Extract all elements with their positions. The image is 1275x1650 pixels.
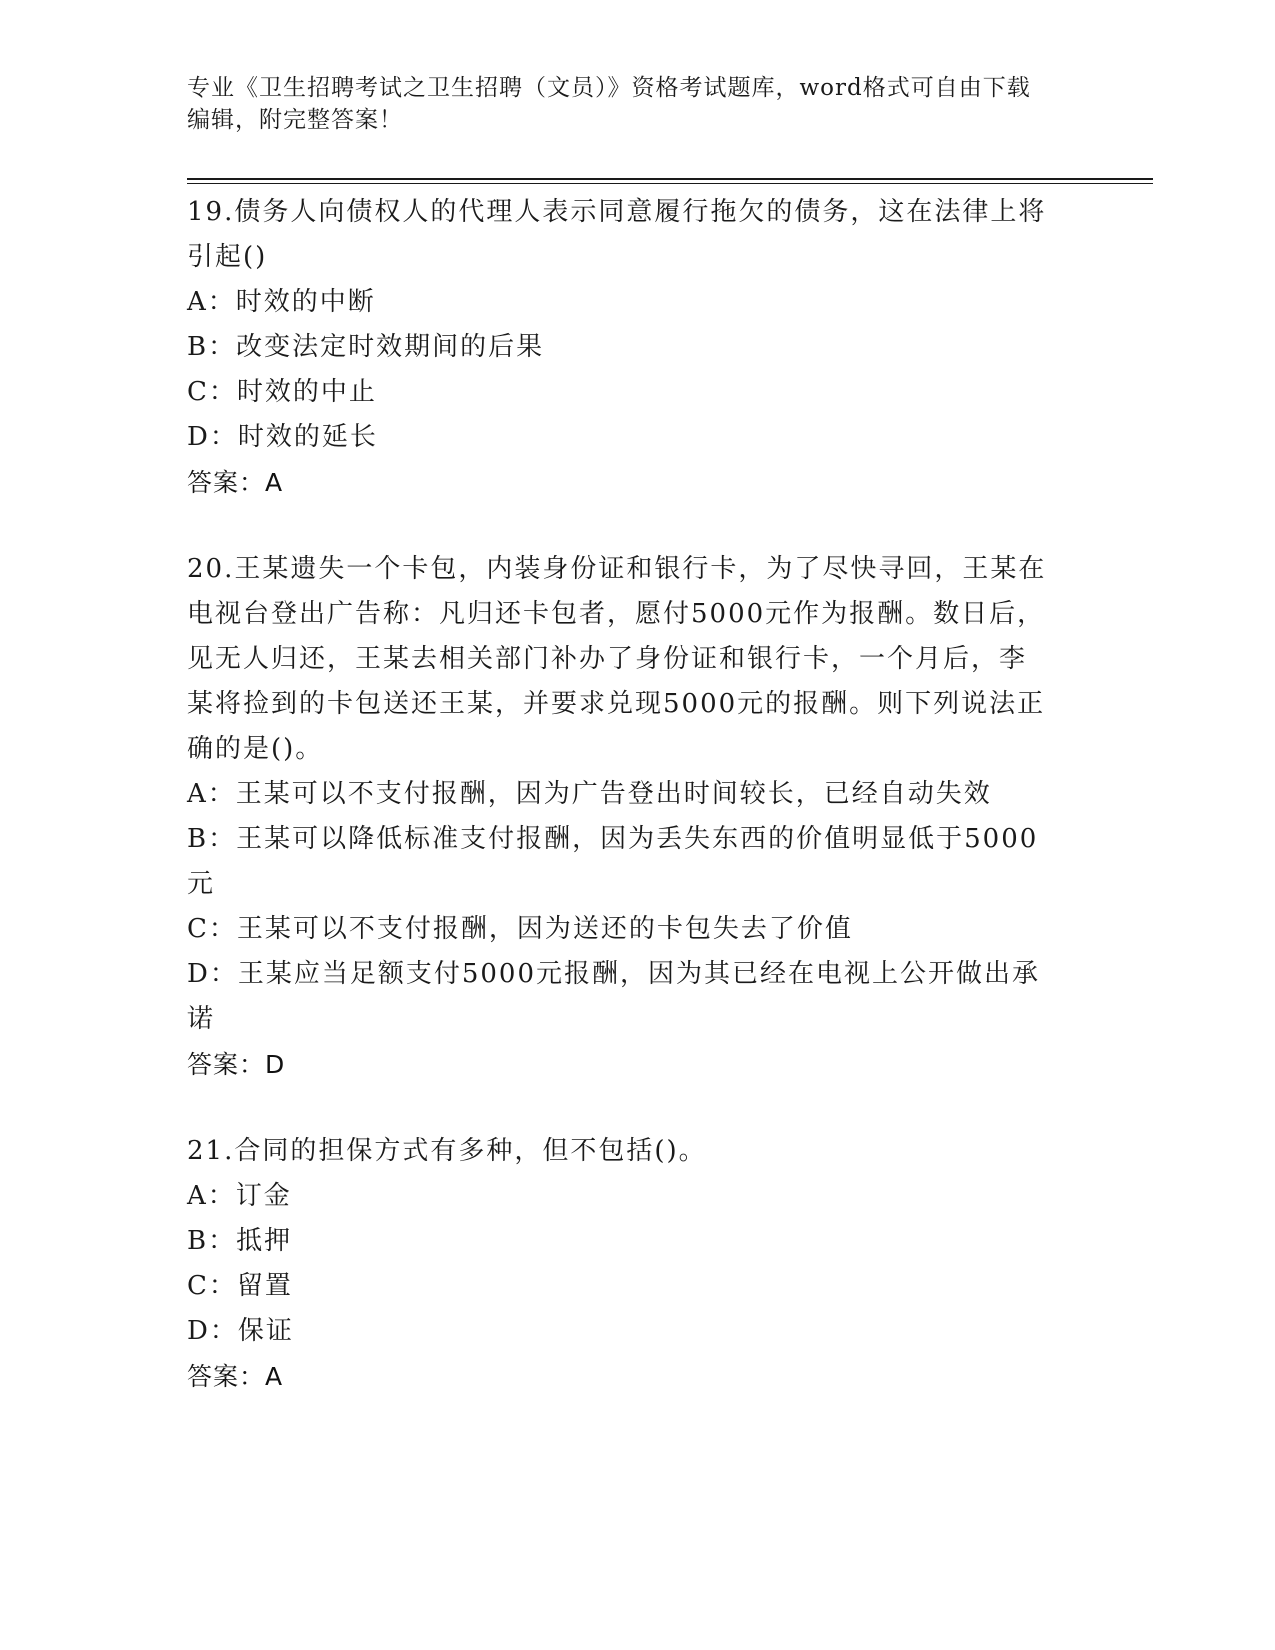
question-stem-line: 电视台登出广告称：凡归还卡包者，愿付5000元作为报酬。数日后， [187,599,1046,629]
option-c: C：王某可以不支付报酬，因为送还的卡包失去了价值 [187,914,853,944]
option-b-continued: 元 [187,869,216,899]
question-stem-line: 见无人归还，王某去相关部门补办了身份证和银行卡，一个月后，李 [187,644,1028,674]
option-a: A：订金 [187,1181,292,1211]
option-d: D：时效的延长 [187,422,378,452]
option-b: B：改变法定时效期间的后果 [187,332,545,362]
header-line-2: 编辑，附完整答案！ [187,107,403,133]
question-stem-line: 确的是()。 [187,734,324,764]
option-a: A：王某可以不支付报酬，因为广告登出时间较长，已经自动失效 [187,779,992,809]
document-header [187,72,1067,136]
question-stem-line: 19.债务人向债权人的代理人表示同意履行拖欠的债务，这在法律上将 [187,197,1047,227]
option-d: D：保证 [187,1316,294,1346]
option-d: D：王某应当足额支付5000元报酬，因为其已经在电视上公开做出承 [187,959,1041,989]
answer-label: 答案：A [187,468,284,497]
option-b: B：王某可以降低标准支付报酬，因为丢失东西的价值明显低于5000 [187,824,1039,854]
option-c: C：时效的中止 [187,377,377,407]
question-stem-line: 20.王某遗失一个卡包，内装身份证和银行卡，为了尽快寻回，王某在 [187,554,1047,584]
question-21 [187,1129,1087,1399]
question-stem-line: 21.合同的担保方式有多种，但不包括()。 [187,1136,707,1166]
question-19 [187,190,1087,505]
question-list [187,190,1087,1441]
question-stem-line: 引起() [187,242,268,272]
option-a: A：时效的中断 [187,287,376,317]
header-line-1: 专业《卫生招聘考试之卫生招聘（文员）》资格考试题库，word格式可自由下载 [187,75,1031,101]
header-divider-thick [187,178,1153,180]
option-d-continued: 诺 [187,1004,216,1034]
question-20 [187,547,1087,1087]
question-stem-line: 某将捡到的卡包送还王某，并要求兑现5000元的报酬。则下列说法正 [187,689,1046,719]
option-b: B：抵押 [187,1226,293,1256]
answer-label: 答案：A [187,1362,284,1391]
answer-label: 答案：D [187,1050,286,1079]
option-c: C：留置 [187,1271,293,1301]
header-divider-thin [187,183,1153,184]
